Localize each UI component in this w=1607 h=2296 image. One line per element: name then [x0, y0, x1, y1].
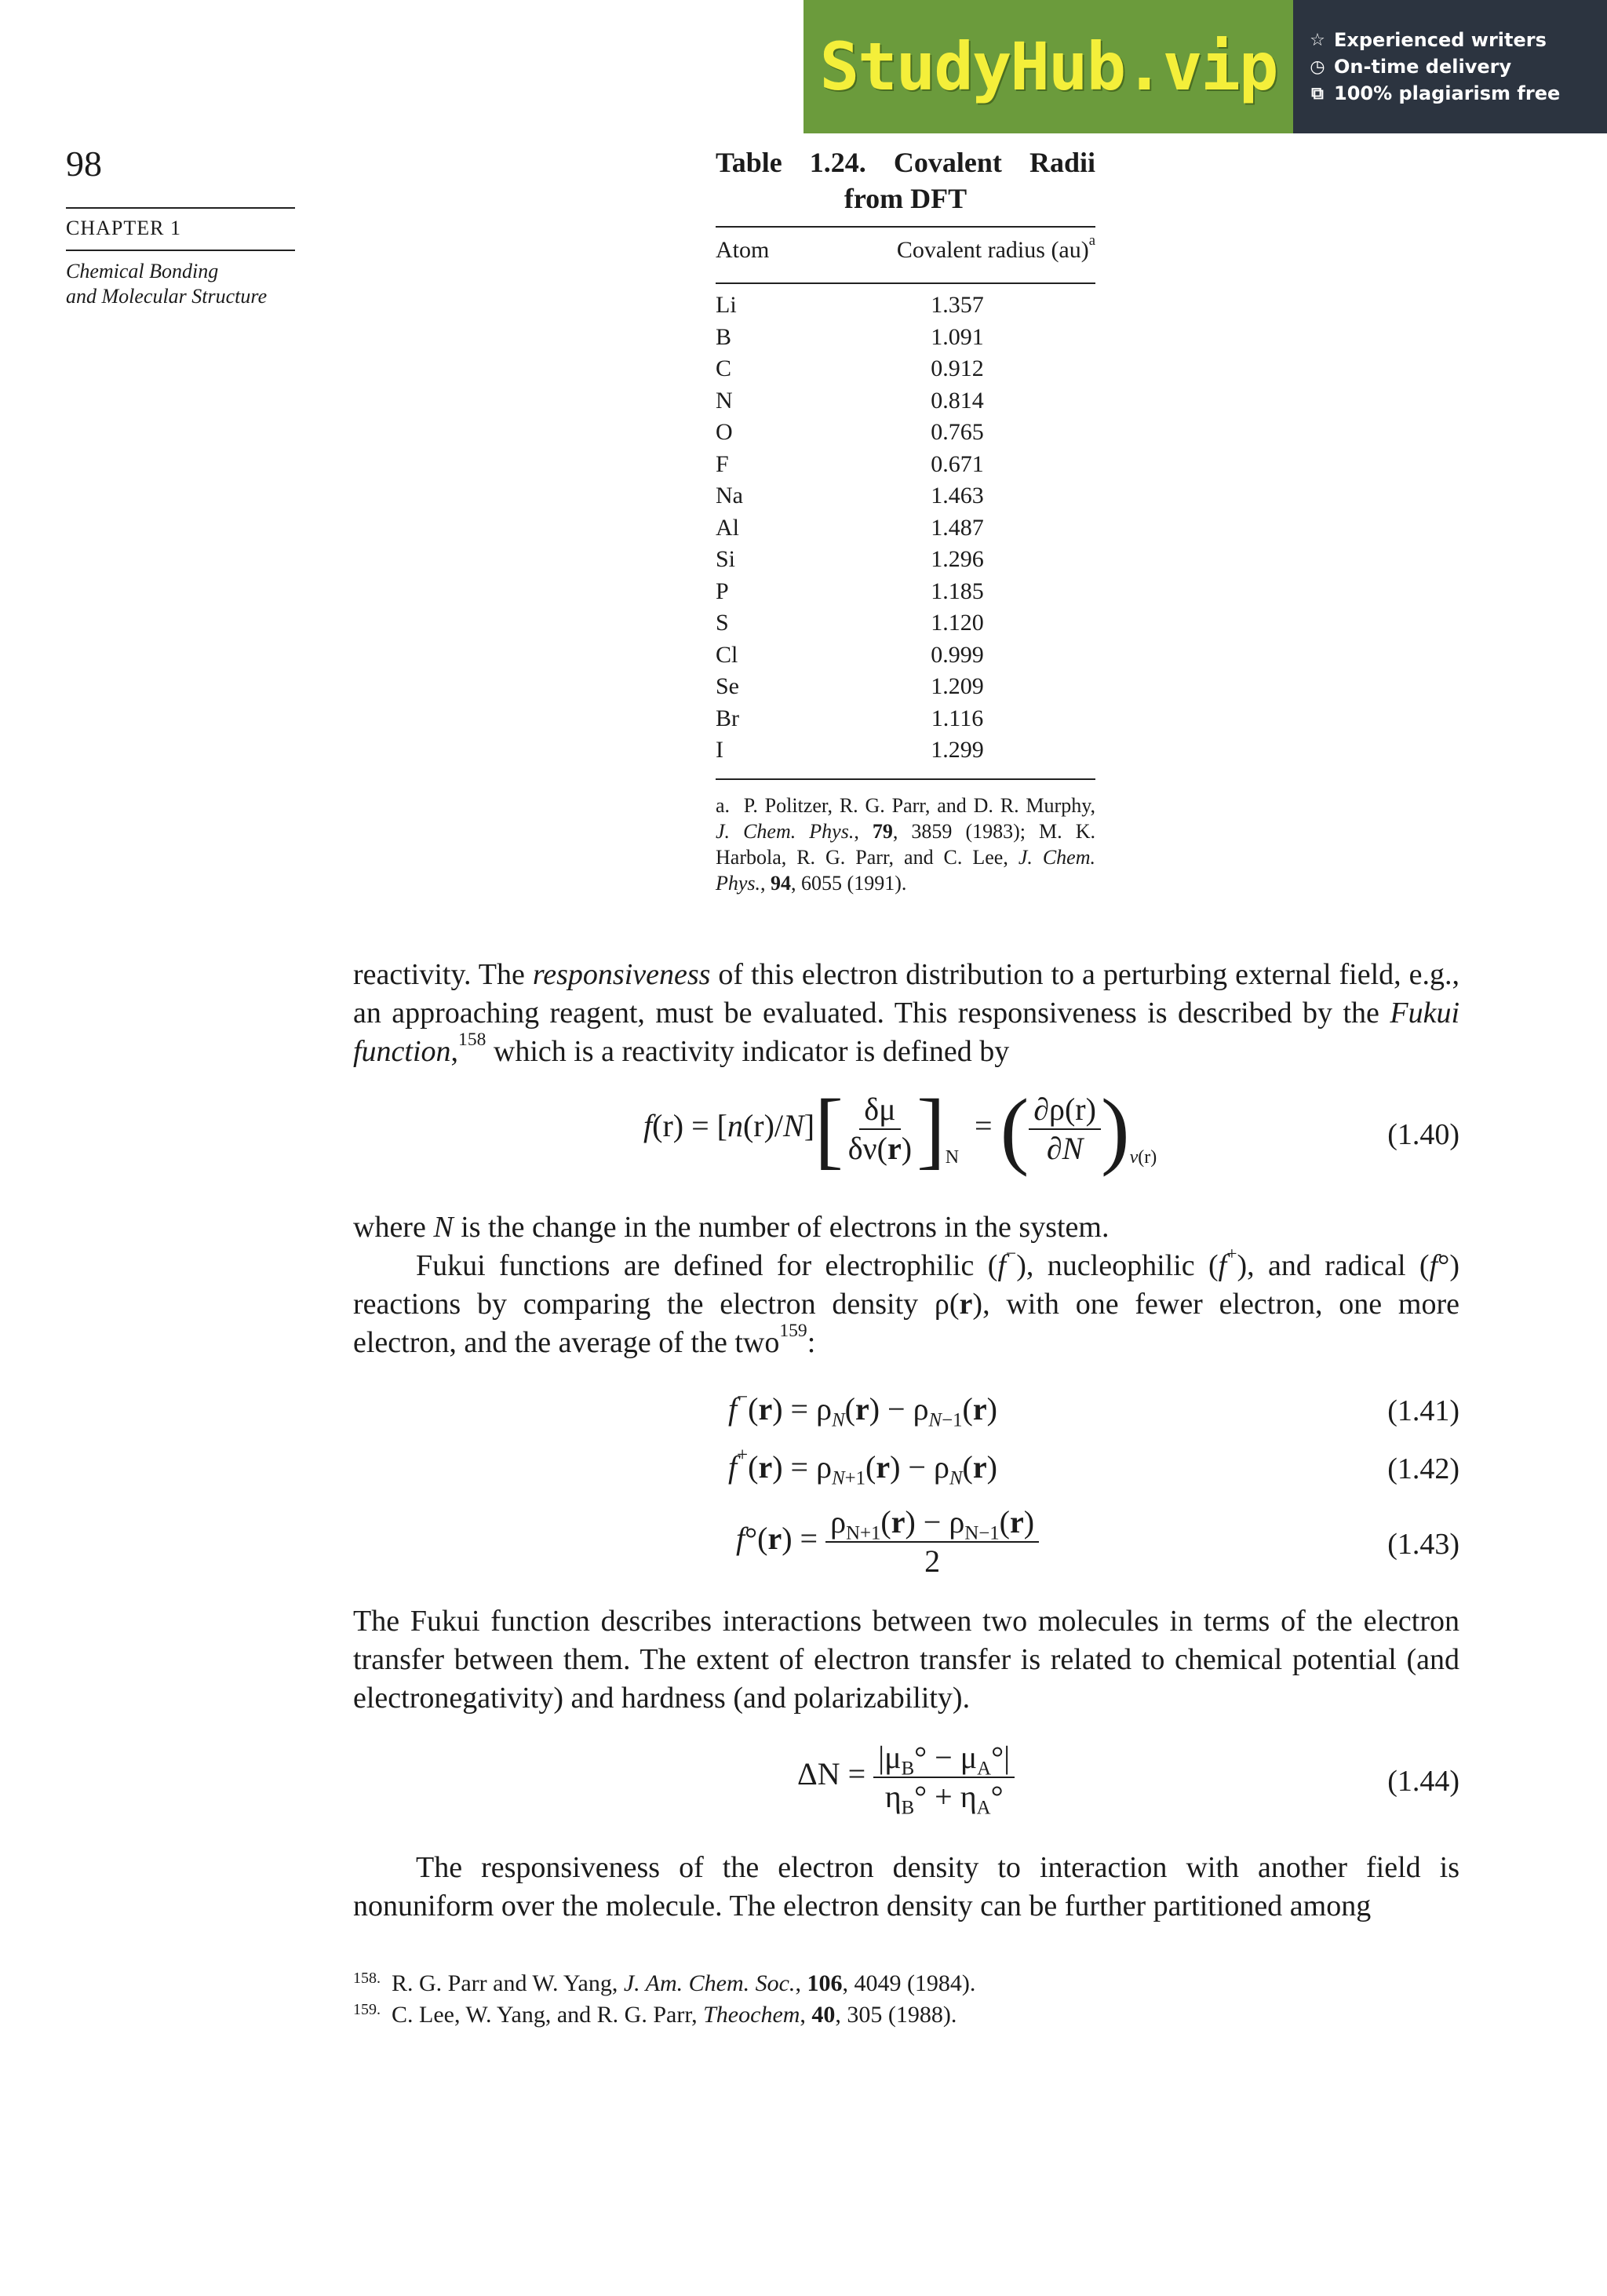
running-title-line2: and Molecular Structure — [66, 285, 268, 308]
table-row — [716, 388, 1095, 420]
feature-experienced-writers — [1307, 29, 1607, 51]
chapter-label: CHAPTER 1 — [66, 217, 181, 239]
cell-radius: 1.463 — [931, 483, 984, 508]
table-row — [716, 737, 1095, 769]
column-header-atom: Atom — [716, 237, 770, 263]
page-number: 98 — [66, 144, 102, 184]
feature-label: 100% plagiarism free — [1334, 82, 1561, 104]
paragraph-fukui-types: Fukui functions are defined for electrophilic (f−), nucleophilic (f+), and radical (f°) reactions by comparing the electron density ρ(r), with one fewer electron, one more electron, and the average of the two$^{159}$: — [353, 1243, 1459, 1359]
cell-atom: O — [716, 419, 733, 445]
cell-radius: 1.185 — [931, 578, 984, 604]
table-rule-header — [716, 282, 1095, 284]
cell-atom: F — [716, 450, 729, 477]
cell-atom: P — [716, 578, 729, 604]
table-row — [716, 546, 1095, 578]
paragraph-responsiveness: The responsiveness of the electron density to interaction with another field is nonuniform over the molecule. The electron density can be further partitioned among — [353, 1851, 1459, 1922]
banner-brand-panel — [804, 0, 1293, 133]
cell-radius: 0.671 — [931, 450, 984, 477]
table-rule-top — [716, 226, 1095, 228]
table-caption-line1: Table 1.24. Covalent Radii — [716, 147, 1095, 178]
table-row — [716, 578, 1095, 610]
equation-number: (1.44) — [1387, 1765, 1459, 1798]
table-body — [716, 292, 1095, 769]
cell-radius: 0.999 — [931, 641, 984, 668]
cell-atom: I — [716, 737, 723, 763]
reference-158[interactable]: 158 — [458, 1029, 486, 1050]
equation-number: (1.42) — [1387, 1452, 1459, 1485]
paragraph-electron-transfer: The Fukui function describes interactions between two molecules in terms of the electron transfer between them. The extent of electron transfer is related to chemical potential (and electronegativity) and hardness (and polarizability). — [353, 1605, 1459, 1715]
table-caption-line2: from DFT — [844, 183, 967, 214]
table-row — [716, 610, 1095, 642]
table-row — [716, 642, 1095, 674]
cell-radius: 1.299 — [931, 737, 984, 763]
ad-banner[interactable] — [804, 0, 1607, 133]
column-header-radius: Covalent radius (au)$^a$ — [896, 232, 1095, 263]
cell-radius: 1.120 — [931, 610, 984, 636]
cell-atom: B — [716, 323, 732, 350]
brand-logo[interactable]: StudyHub.vip — [819, 28, 1277, 105]
table-caption — [716, 144, 1095, 217]
cell-radius: 1.357 — [931, 292, 984, 318]
running-title-line1: Chemical Bonding — [66, 260, 219, 282]
running-title — [66, 259, 325, 309]
cell-atom: Li — [716, 292, 737, 318]
star-outline-icon: ☆ — [1310, 30, 1325, 50]
cell-radius: 0.912 — [931, 355, 984, 381]
equation-number: (1.40) — [1387, 1118, 1459, 1151]
paragraph-fukui-intro: reactivity. The responsiveness of this electron distribution to a perturbing external field, e.g., an approaching reagent, must be evaluated. This responsiveness is described by the Fukui function,$^{158}$ which is a reactivity indicator is defined by — [353, 958, 1459, 1068]
table-row — [716, 419, 1095, 451]
equation-number: (1.41) — [1387, 1394, 1459, 1427]
margin-rule-top — [66, 207, 295, 209]
table-row — [716, 324, 1095, 356]
cell-atom: C — [716, 355, 732, 381]
table-row — [716, 451, 1095, 483]
cell-atom: Si — [716, 546, 736, 572]
paragraph-where-n: where N is the change in the number of electrons in the system. — [353, 1211, 1110, 1244]
cell-atom: Se — [716, 673, 739, 699]
clock-icon: ◷ — [1310, 56, 1325, 77]
cell-atom: Al — [716, 514, 739, 541]
table-row — [716, 705, 1095, 738]
table-row — [716, 292, 1095, 324]
cell-atom: N — [716, 387, 733, 414]
cell-radius: 1.487 — [931, 514, 984, 541]
cell-atom: Br — [716, 705, 739, 731]
footnote-159: $^{159.}$ C. Lee, W. Yang, and R. G. Parr, Theochem, 40, 305 (1988). — [353, 2001, 957, 2028]
feature-label: Experienced writers — [1334, 29, 1547, 51]
table-row — [716, 355, 1095, 388]
footnote-mark-a: a — [1088, 232, 1095, 250]
feature-on-time-delivery — [1307, 56, 1607, 78]
cell-radius: 0.814 — [931, 387, 984, 414]
equation-number: (1.43) — [1387, 1528, 1459, 1561]
copy-icon: ⧉ — [1311, 83, 1324, 104]
cell-atom: S — [716, 610, 729, 636]
cell-radius: 1.296 — [931, 546, 984, 572]
margin-rule-bottom — [66, 250, 295, 251]
cell-atom: Na — [716, 483, 743, 508]
table-row — [716, 673, 1095, 705]
equation-1-42: $f^+(r) = \rho_{N+1}(r) - \rho_N(r)$ — [728, 1444, 997, 1489]
footnote-158: $^{158.}$ R. G. Parr and W. Yang, J. Am. Chem. Soc., 106, 4049 (1984). — [353, 1970, 976, 1996]
equation-1-43: f°(r) = $\frac{\rho_{N+1}(r) - \rho_{N-1}(r)}{2}$ — [736, 1503, 1039, 1580]
cell-radius: 1.091 — [931, 323, 984, 350]
table-rule-bottom — [716, 778, 1095, 780]
feature-plagiarism-free — [1307, 82, 1607, 104]
table-footnote: a. P. Politzer, R. G. Parr, and D. R. Murphy, J. Chem. Phys., 79, 3859 (1983); M. K. Harbola, R. G. Parr, and C. Lee, J. Chem. Phys., 94, 6055 (1991). — [716, 794, 1096, 895]
banner-features — [1293, 0, 1607, 133]
cell-radius: 0.765 — [931, 419, 984, 445]
table-row — [716, 483, 1095, 515]
cell-radius: 1.209 — [931, 673, 984, 699]
reference-159[interactable]: 159 — [779, 1320, 807, 1341]
equation-1-40: f(r) = [n(r)/N][ $\frac{\delta\mu}{\delta\nu(r)}$ ]$_N$ = ( $\frac{\partial\rho(r)}{\partial N}$ )$_{\nu(r)}$ — [643, 1081, 1157, 1177]
feature-label: On-time delivery — [1334, 56, 1512, 78]
cell-radius: 1.116 — [931, 705, 984, 731]
equation-1-44: ΔN = $\frac{|\mu_B^\circ - \mu_A^\circ|}{\eta_B^\circ + \eta_A^\circ}$ — [797, 1739, 1015, 1816]
cell-atom: Cl — [716, 641, 738, 668]
table-row — [716, 515, 1095, 547]
equation-1-41: $f^-(r) = \rho_N(r) - \rho_{N-1}(r)$ — [728, 1386, 997, 1431]
